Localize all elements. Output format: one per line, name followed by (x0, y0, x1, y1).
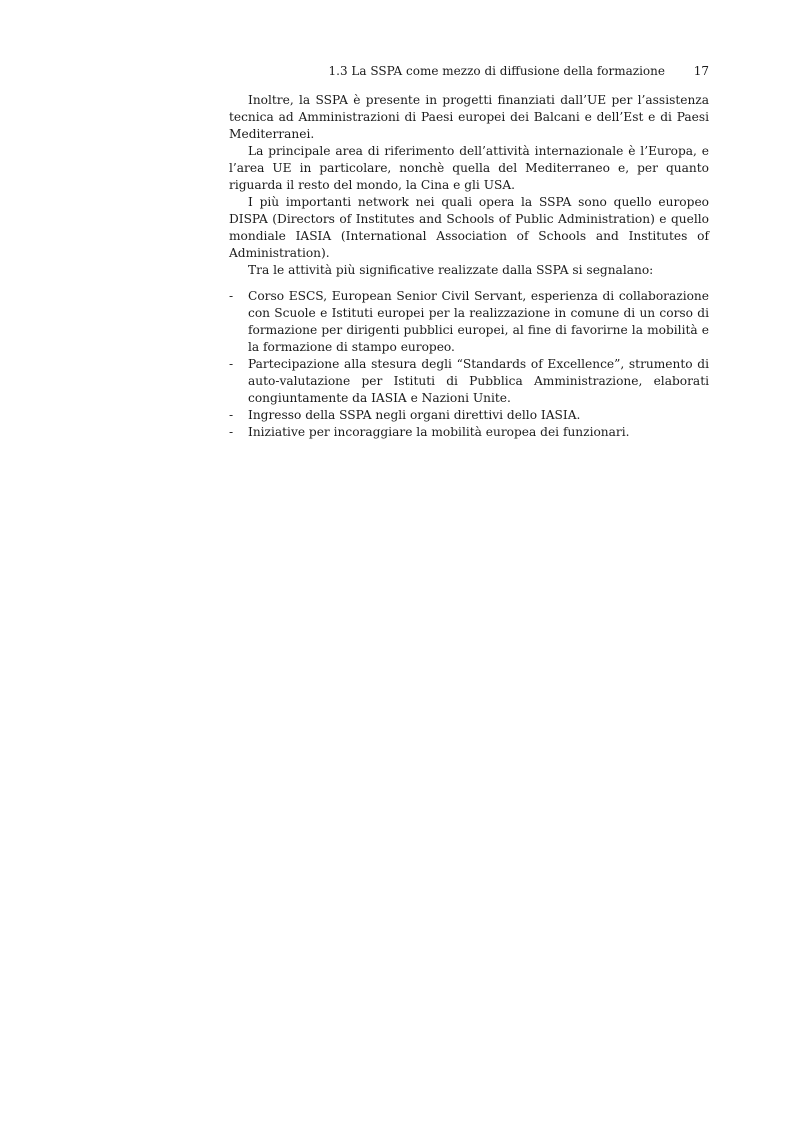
list-item-iasia (229, 407, 709, 424)
list-bullet: - (229, 289, 234, 303)
list-bullet: - (229, 425, 234, 439)
paragraph-networks: I più importanti network nei quali opera la SSPA sono quello europeo DISPA (Directors of Institutes and Schools of Public Administration) e quello mondiale IASIA (International Association of Schools and Institutes of Administration). (229, 195, 709, 260)
list-item-text: Corso ESCS, European Senior Civil Servant, esperienza di collaborazione con Scuole e Istituti europei per la realizzazione in comune di un corso di formazione per dirigenti pubblici europei, al fine di favorirne la mobilità e la formazione di stampo europeo. (248, 289, 709, 354)
header-section-title: 1.3 La SSPA come mezzo di diffusione della formazione (328, 64, 665, 78)
body-text (229, 92, 709, 441)
list-item-text: Ingresso della SSPA negli organi direttivi dello IASIA. (248, 408, 581, 422)
list-bullet: - (229, 408, 234, 422)
list-item-standards (229, 356, 709, 407)
list-item-escs (229, 288, 709, 356)
page-number: 17 (693, 64, 709, 78)
list-item-text: Iniziative per incoraggiare la mobilità europea dei funzionari. (248, 425, 630, 439)
paragraph-activities-intro: Tra le attività più significative realizzate dalla SSPA si segnalano: (248, 263, 654, 277)
running-header (229, 63, 709, 79)
activities-list (229, 288, 709, 441)
paragraph-reference-area: La principale area di riferimento dell’attività internazionale è l’Europa, e l’area UE in particolare, nonchè quella del Mediterraneo e, per quanto riguarda il resto del mondo, la Cina e gli USA. (229, 144, 709, 192)
paragraph-ue-projects: Inoltre, la SSPA è presente in progetti finanziati dall’UE per l’assistenza tecnica ad Amministrazioni di Paesi europei dei Balcani e dell’Est e di Paesi Mediterranei. (229, 93, 709, 141)
list-item-mobility (229, 424, 709, 441)
list-bullet: - (229, 357, 234, 371)
list-item-text: Partecipazione alla stesura degli “Standards of Excellence”, strumento di auto-valutazione per Istituti di Pubblica Amministrazione, elaborati congiuntamente da IASIA e Nazioni Unite. (248, 357, 709, 405)
